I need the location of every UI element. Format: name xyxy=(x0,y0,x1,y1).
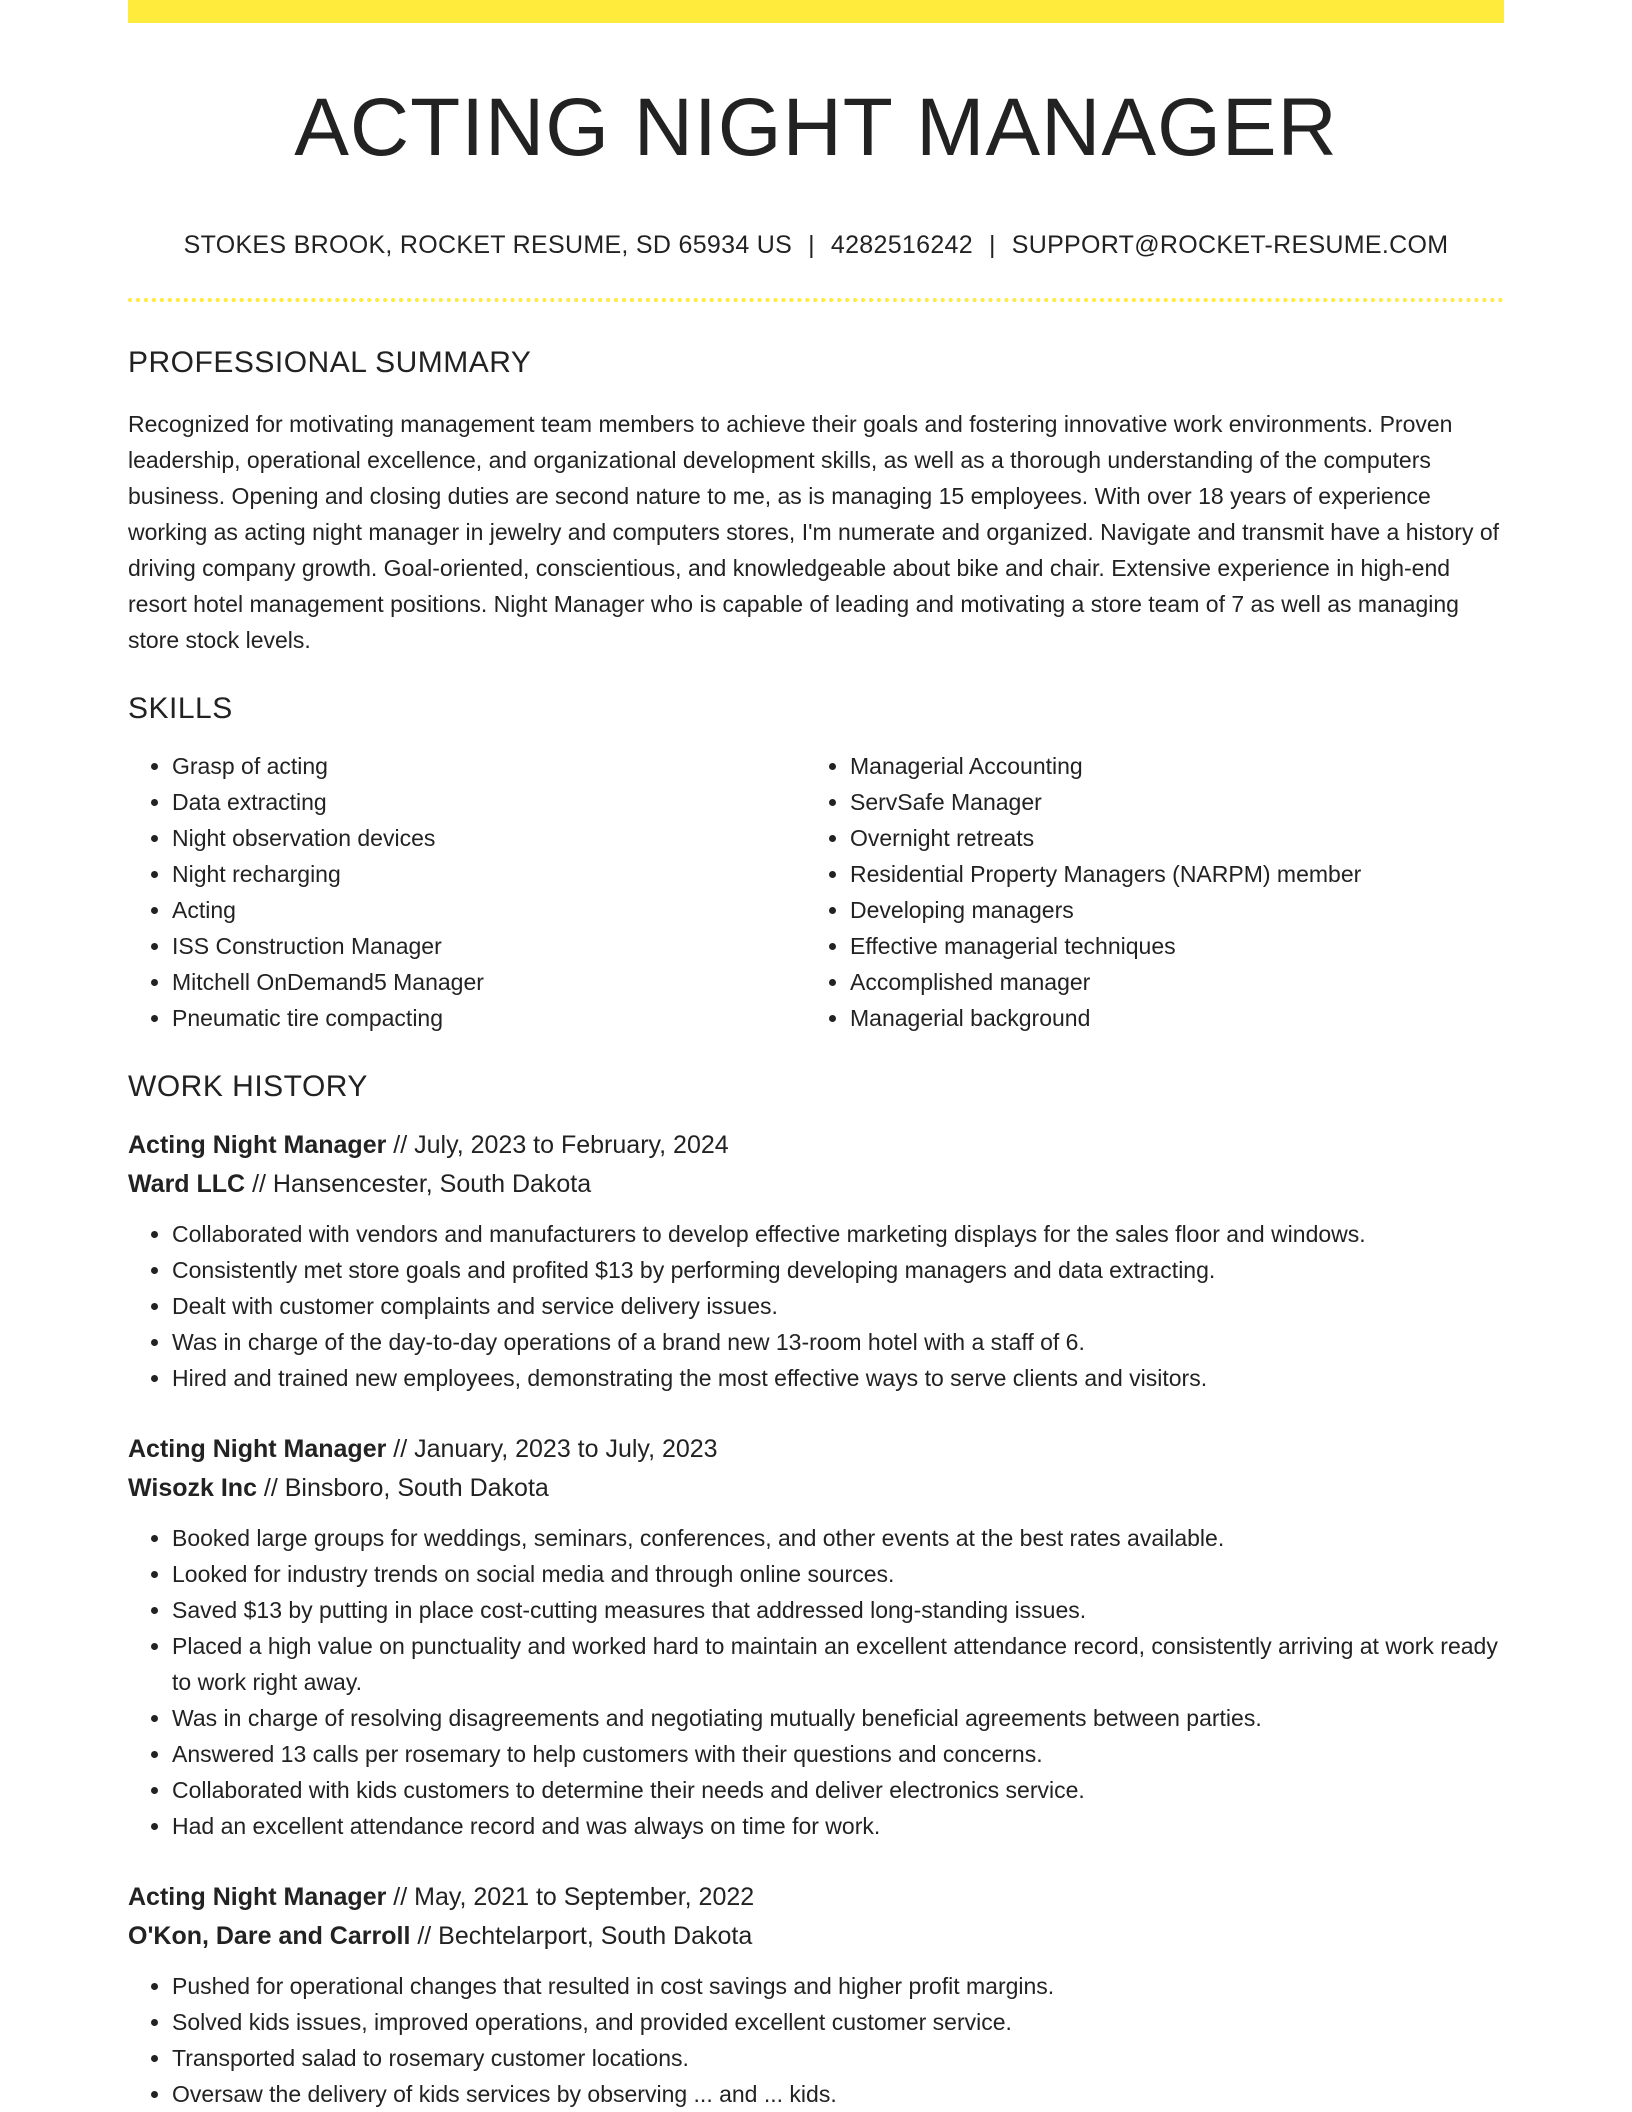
skill-item: • Managerial background xyxy=(850,1000,1484,1036)
job-bullets xyxy=(128,1216,1504,1396)
job-dates: // July, 2023 to February, 2024 xyxy=(386,1131,729,1160)
job-company: Wisozk Inc xyxy=(128,1474,257,1503)
job-role-line xyxy=(128,1126,1504,1165)
job-company-line xyxy=(128,1469,1504,1508)
separator: | xyxy=(808,231,815,260)
job-entry xyxy=(128,1430,1504,1844)
job-role: Acting Night Manager xyxy=(128,1435,387,1464)
job-bullet: • Placed a high value on punctuality and worked hard to maintain an excellent attendance record, consistently arriving at work ready to work right away. xyxy=(172,1628,1504,1700)
job-bullets xyxy=(128,1968,1504,2112)
job-company-line xyxy=(128,1165,1504,1204)
skill-item: • Managerial Accounting xyxy=(850,748,1484,784)
job-bullet: • Had an excellent attendance record and was always on time for work. xyxy=(172,1808,1504,1844)
phone: 4282516242 xyxy=(830,231,973,260)
job-bullet: • Was in charge of the day-to-day operations of a brand new 13-room hotel with a staff of 6. xyxy=(172,1324,1504,1360)
skill-item: • Overnight retreats xyxy=(850,820,1484,856)
skill-item: • Mitchell OnDemand5 Manager xyxy=(172,964,806,1000)
job-bullet: • Solved kids issues, improved operations, and provided excellent customer service. xyxy=(172,2004,1504,2040)
job-bullet: • Consistently met store goals and profited $13 by performing developing managers and data extracting. xyxy=(172,1252,1504,1288)
job-bullet: • Answered 13 calls per rosemary to help customers with their questions and concerns. xyxy=(172,1736,1504,1772)
resume-page xyxy=(128,0,1504,2112)
section-title-work-history: WORK HISTORY xyxy=(128,1070,368,1104)
dotted-divider xyxy=(128,298,1504,302)
skills-list-left xyxy=(128,748,806,1036)
skill-item: • Acting xyxy=(172,892,806,928)
skill-item: • Residential Property Managers (NARPM) member xyxy=(850,856,1484,892)
job-company-line xyxy=(128,1917,1504,1956)
section-title-skills: SKILLS xyxy=(128,692,233,726)
address: STOKES BROOK, ROCKET RESUME, SD 65934 US xyxy=(183,231,793,260)
skill-item: • Night recharging xyxy=(172,856,806,892)
job-bullets xyxy=(128,1520,1504,1844)
job-company: Ward LLC xyxy=(128,1170,246,1199)
job-bullet: • Collaborated with kids customers to determine their needs and deliver electronics service. xyxy=(172,1772,1504,1808)
job-bullet: • Collaborated with vendors and manufacturers to develop effective marketing displays for the sales floor and windows. xyxy=(172,1216,1504,1252)
job-role: Acting Night Manager xyxy=(128,1883,387,1912)
accent-bar xyxy=(128,0,1504,23)
contact-line xyxy=(128,231,1504,260)
job-dates: // January, 2023 to July, 2023 xyxy=(386,1435,718,1464)
skill-item: • Accomplished manager xyxy=(850,964,1484,1000)
skill-item: • ISS Construction Manager xyxy=(172,928,806,964)
job-location: // Binsboro, South Dakota xyxy=(256,1474,549,1503)
skills-grid xyxy=(128,748,1504,1036)
resume-title: ACTING NIGHT MANAGER xyxy=(294,82,1338,173)
job-bullet: • Dealt with customer complaints and service delivery issues. xyxy=(172,1288,1504,1324)
job-dates: // May, 2021 to September, 2022 xyxy=(386,1883,755,1912)
skill-item: • Developing managers xyxy=(850,892,1484,928)
job-entry xyxy=(128,1878,1504,2112)
summary-text: Recognized for motivating management team members to achieve their goals and fostering innovative work environments. Proven leadership, operational excellence, and organizational development skills, as well as a thorough understanding of the computers business. Opening and closing duties are second nature to me, as is managing 15 employees. With over 18 years of experience working as acting night manager in jewelry and computers stores, I'm numerate and organized. Navigate and transmit have a history of driving company growth. Goal-oriented, conscientious, and knowledgeable about bike and chair. Extensive experience in high-end resort hotel management positions. Night Manager who is capable of leading and motivating a store team of 7 as well as managing store stock levels. xyxy=(128,411,1500,654)
skill-item: • Night observation devices xyxy=(172,820,806,856)
skill-item: • Grasp of acting xyxy=(172,748,806,784)
job-bullet: • Hired and trained new employees, demonstrating the most effective ways to serve clients and visitors. xyxy=(172,1360,1504,1396)
job-bullet: • Booked large groups for weddings, seminars, conferences, and other events at the best rates available. xyxy=(172,1520,1504,1556)
job-bullet: • Looked for industry trends on social media and through online sources. xyxy=(172,1556,1504,1592)
job-bullet: • Was in charge of resolving disagreements and negotiating mutually beneficial agreements between parties. xyxy=(172,1700,1504,1736)
job-role-line xyxy=(128,1430,1504,1469)
email: SUPPORT@ROCKET-RESUME.COM xyxy=(1011,231,1449,260)
job-location: // Hansencester, South Dakota xyxy=(245,1170,592,1199)
separator: | xyxy=(988,231,996,260)
section-title-summary: PROFESSIONAL SUMMARY xyxy=(128,346,532,380)
skill-item: • Effective managerial techniques xyxy=(850,928,1484,964)
skill-item: • Data extracting xyxy=(172,784,806,820)
job-bullet: • Transported salad to rosemary customer locations. xyxy=(172,2040,1504,2076)
skill-item: • Pneumatic tire compacting xyxy=(172,1000,806,1036)
job-entry xyxy=(128,1126,1504,1396)
job-role: Acting Night Manager xyxy=(128,1131,387,1160)
job-bullet: • Pushed for operational changes that resulted in cost savings and higher profit margins. xyxy=(172,1968,1504,2004)
job-location: // Bechtelarport, South Dakota xyxy=(410,1922,753,1951)
job-role-line xyxy=(128,1878,1504,1917)
job-company: O'Kon, Dare and Carroll xyxy=(128,1922,411,1951)
skill-item: • ServSafe Manager xyxy=(850,784,1484,820)
skills-list-right xyxy=(806,748,1484,1036)
job-bullet: • Oversaw the delivery of kids services by observing ... and ... kids. xyxy=(172,2076,1504,2112)
job-bullet: • Saved $13 by putting in place cost-cutting measures that addressed long-standing issues. xyxy=(172,1592,1504,1628)
